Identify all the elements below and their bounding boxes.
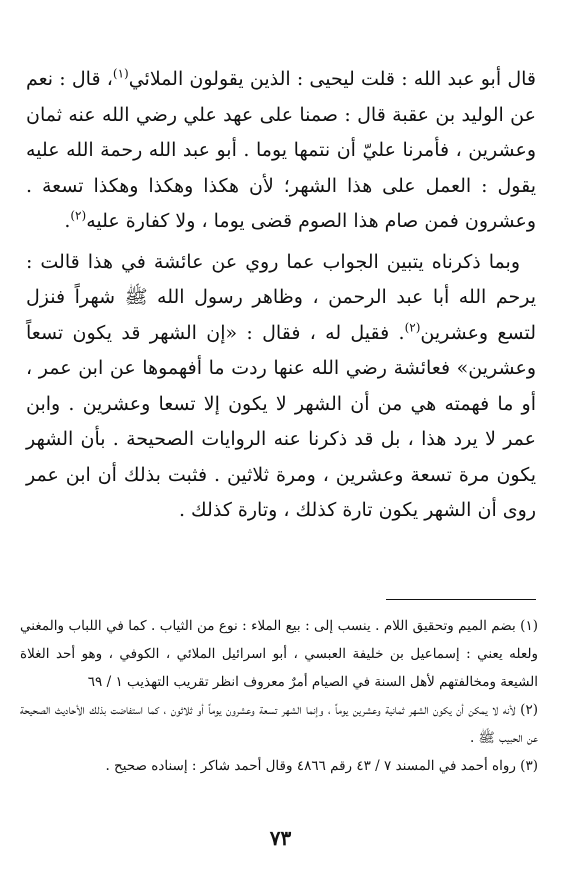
paragraph-2-continued: . فقيل له ، فقال : «إن الشهر قد يكون تسعاً وعشرين» فعائشة رضي الله عنها ردت ما أفهموها عن ابن عمر ، أو ما فهمته هي من أن الشهر لا يكون إلا تسعا وعشرين . وابن عمر لا يرد هذا ، بل قد ذكرنا عنه الروايات الصحيحة . بأن الشهر يكون مرة تسعة وعشرين ، ومرة ثلاثين . فثبت بذلك أن ابن عمر روى أن الشهر يكون تارة كذلك ، وتارة كذلك . [26,321,536,521]
footnote-ref-3: (٢) [404,320,421,335]
paragraph-1 [26,62,536,240]
paragraph-2 [26,245,536,529]
paragraph-1-end: . [64,210,71,232]
footnote-ref-1: (١) [112,66,129,81]
paragraph-1-text: قال أبو عبد الله : قلت ليحيى : الذين يقولون الملائي [128,68,536,90]
paragraph-1-continued: ، قال : نعم عن الوليد بن عقبة قال : صمنا على عهد علي رضي الله عنه ثمان وعشرين ، فأمرنا عليّ أن نتمها يوما . أبو عبد الله رحمة الله عليه يقول : العمل على هذا الشهر؛ لأن هكذا وهكذا وهكذا تسعة . وعشرون فمن صام هذا الصوم قضى يوما ، ولا كفارة عليه [26,68,536,232]
footnote-ref-2: (٢) [70,208,87,223]
footnotes [20,612,538,780]
page-number: ٧٣ [269,826,292,850]
footnote-divider [386,599,536,600]
footnote-1: (١) بضم الميم وتحقيق اللام . ينسب إلى : بيع الملاء : نوع من الثياب . كما في اللباب والمغني ولعله يعني : إسماعيل بن خليفة العبسي ، أبو اسرائيل الملائي ، الكوفي ، وهو أحد الغلاة الشيعة ومخالفتهم لأهل السنة في الصيام أمرٌ معروف انظر تقريب التهذيب ١ / ٦٩ [20,618,538,690]
footnote-2: (٢) لأنه لا يمكن أن يكون الشهر ثمانية وعشرين يوماً ، وإنما الشهر تسعة وعشرون يوماً أو ثلاثون ، كما استفاضت بذلك الأحاديث الصحيحة عن الحبيب ﷺ . [20,702,538,746]
paragraph-2-text: وبما ذكرناه يتبين الجواب عما روي عن عائشة في هذا قالت : يرحم الله أبا عبد الرحمن ، وظاهر رسول الله ﷺ شهراً فنزل لتسع وعشرين [26,250,536,344]
footnote-3: (٣) رواه أحمد في المسند ٧ / ٤٣ رقم ٤٨٦٦ وقال أحمد شاكر : إسناده صحيح . [105,758,538,774]
main-text [26,62,536,529]
